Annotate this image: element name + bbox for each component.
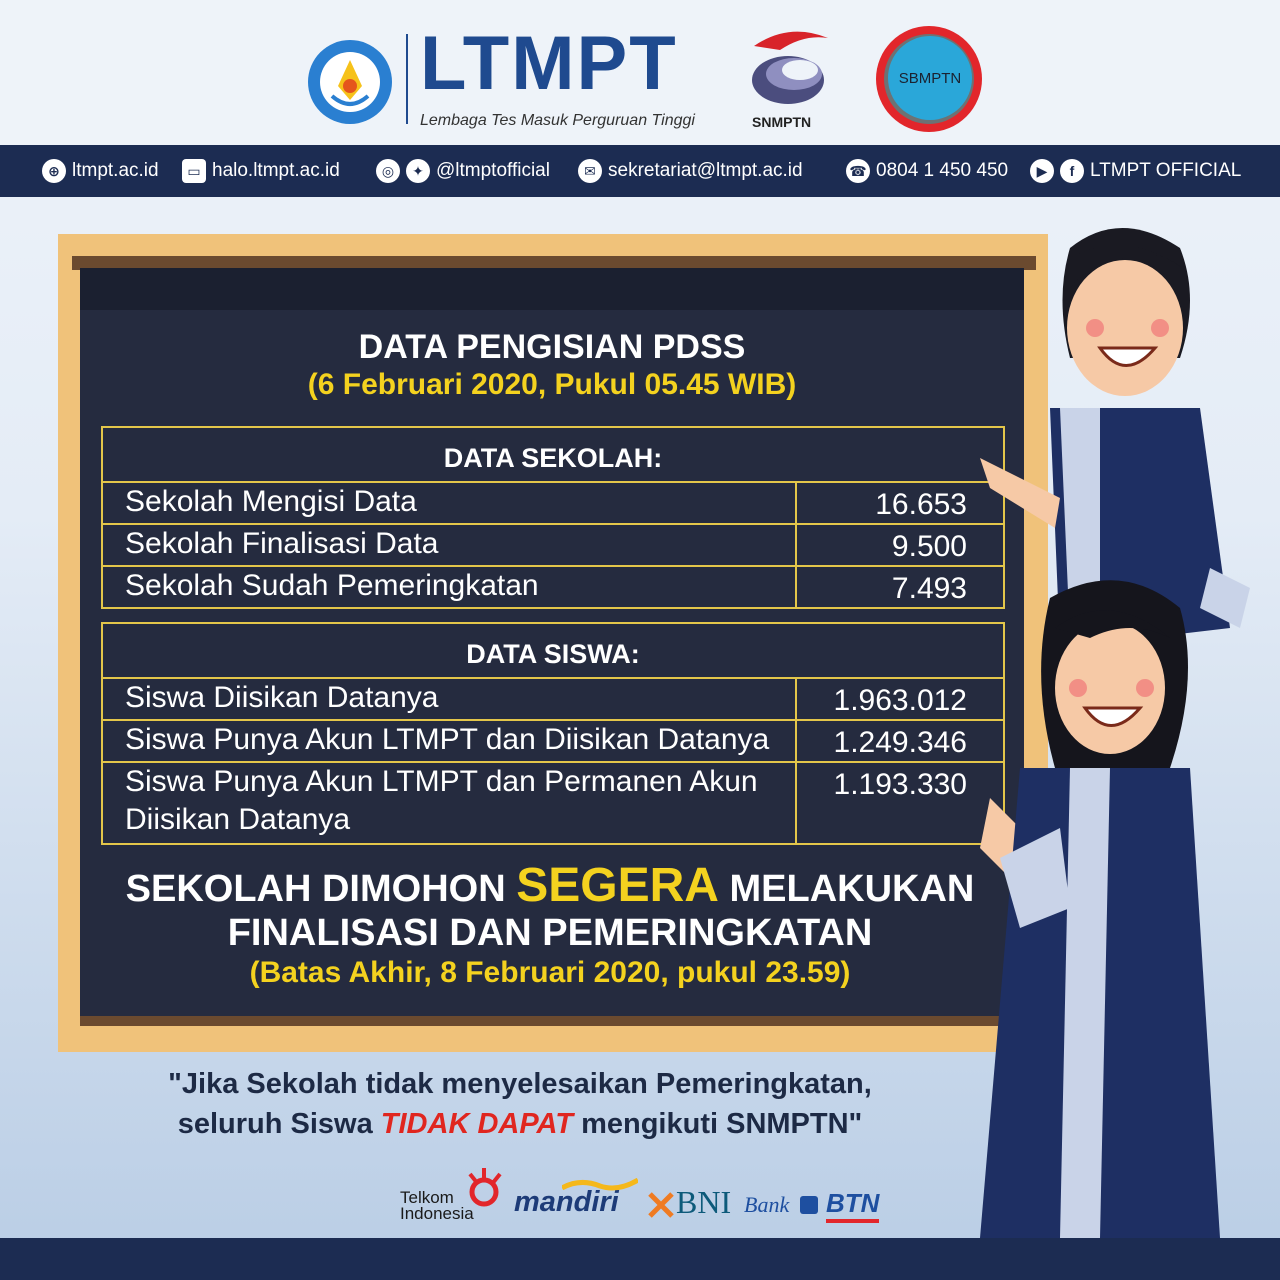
quote-line-1: "Jika Sekolah tidak menyelesaikan Pemeringkatan,: [168, 1068, 872, 1100]
board-subtitle: (6 Februari 2020, Pukul 05.45 WIB): [307, 368, 797, 401]
contact-social[interactable]: [376, 159, 550, 183]
website-text: ltmpt.ac.id: [72, 160, 159, 181]
board-title: DATA PENGISIAN PDSS: [358, 328, 746, 366]
snmptn-label: SNMPTN: [752, 114, 812, 130]
btn-logo: BTN: [826, 1188, 879, 1223]
email-text: sekretariat@ltmpt.ac.id: [608, 160, 803, 181]
board-header-band: [80, 268, 1024, 310]
quote-line-2: [120, 1104, 920, 1144]
header: [0, 0, 1280, 145]
row-label: Sekolah Finalisasi Data: [102, 524, 796, 566]
contact-email[interactable]: [578, 159, 803, 183]
row-label: Sekolah Mengisi Data: [102, 482, 796, 524]
teacher-illustration-icon: [960, 208, 1280, 1238]
table-row: [102, 762, 1004, 844]
quote: [120, 1064, 920, 1144]
cta-part2: MELAKUKAN: [718, 868, 975, 910]
row-value: 1.963.012: [796, 678, 1004, 720]
sbmptn-logo: [876, 26, 982, 132]
sponsor-logos: [0, 1168, 1280, 1228]
contact-phone[interactable]: [846, 159, 1008, 183]
ltmpt-logo: [420, 21, 695, 130]
logo-divider: [406, 34, 408, 124]
table-heading: DATA SEKOLAH:: [102, 427, 1004, 482]
row-value: 9.500: [796, 524, 1004, 566]
bni-icon: [648, 1192, 674, 1218]
telkom-line1: Telkom: [400, 1188, 454, 1207]
quote-red: TIDAK DAPAT: [380, 1108, 574, 1140]
phone-text: 0804 1 450 450: [876, 160, 1009, 181]
official-text: LTMPT OFFICIAL: [1090, 160, 1242, 181]
btn-house-icon: [800, 1196, 818, 1214]
contact-official[interactable]: [1030, 159, 1241, 183]
row-label: Sekolah Sudah Pemeringkatan: [102, 566, 796, 608]
helpdesk-text: halo.ltmpt.ac.id: [212, 160, 340, 181]
row-label: Siswa Punya Akun LTMPT dan Diisikan Datanya: [102, 720, 796, 762]
tut-wuri-handayani-seal-icon: [306, 38, 394, 126]
btn-bank-text: Bank: [744, 1192, 790, 1217]
telkom-swirl-icon: [462, 1168, 508, 1210]
twitter-icon: ✦: [406, 159, 430, 183]
social-text: @ltmptofficial: [436, 160, 550, 181]
cta-deadline: (Batas Akhir, 8 Februari 2020, pukul 23.59): [249, 956, 851, 989]
table-row: [102, 720, 1004, 762]
instagram-icon: ◎: [376, 159, 400, 183]
quote-pre: seluruh Siswa: [177, 1108, 381, 1140]
cta-line-2: FINALISASI DAN PEMERINGKATAN: [227, 912, 873, 954]
youtube-icon: ▶: [1030, 159, 1054, 183]
mandiri-wave-icon: [562, 1178, 638, 1192]
sbmptn-label: SBMPTN: [888, 36, 972, 120]
snmptn-logo-icon: [744, 28, 834, 108]
row-value: 16.653: [796, 482, 1004, 524]
cta-line-1: [30, 858, 1070, 913]
facebook-icon: f: [1060, 159, 1084, 183]
table-sekolah: [101, 426, 1005, 609]
laptop-icon: ▭: [182, 159, 206, 183]
logo-title: LTMPT: [420, 21, 678, 106]
cta-part1: SEKOLAH DIMOHON: [125, 868, 517, 910]
contact-helpdesk[interactable]: [182, 159, 340, 183]
table-row: [102, 482, 1004, 524]
table-row: [102, 678, 1004, 720]
telkom-line2: Indonesia: [400, 1204, 474, 1223]
row-value: 1.193.330: [796, 762, 1004, 844]
row-label: Siswa Punya Akun LTMPT dan Permanen Akun Diisikan Datanya: [102, 762, 796, 844]
table-row: [102, 566, 1004, 608]
quote-post: mengikuti SNMPTN": [573, 1108, 863, 1140]
table-siswa: [101, 622, 1005, 845]
table-heading: DATA SISWA:: [102, 623, 1004, 678]
mail-icon: ✉: [578, 159, 602, 183]
mandiri-logo: mandiri: [514, 1186, 619, 1218]
row-value: 7.493: [796, 566, 1004, 608]
phone-icon: ☎: [846, 159, 870, 183]
bni-logo: BNI: [676, 1184, 732, 1220]
row-label: Siswa Diisikan Datanya: [102, 678, 796, 720]
row-value: 1.249.346: [796, 720, 1004, 762]
contact-website[interactable]: [42, 159, 159, 183]
contact-bar: [0, 145, 1280, 197]
globe-icon: ⊕: [42, 159, 66, 183]
cta-highlight: SEGERA: [516, 859, 719, 912]
footer-bar: [0, 1238, 1280, 1280]
table-row: [102, 524, 1004, 566]
logo-subtitle: Lembaga Tes Masuk Perguruan Tinggi: [420, 112, 695, 129]
